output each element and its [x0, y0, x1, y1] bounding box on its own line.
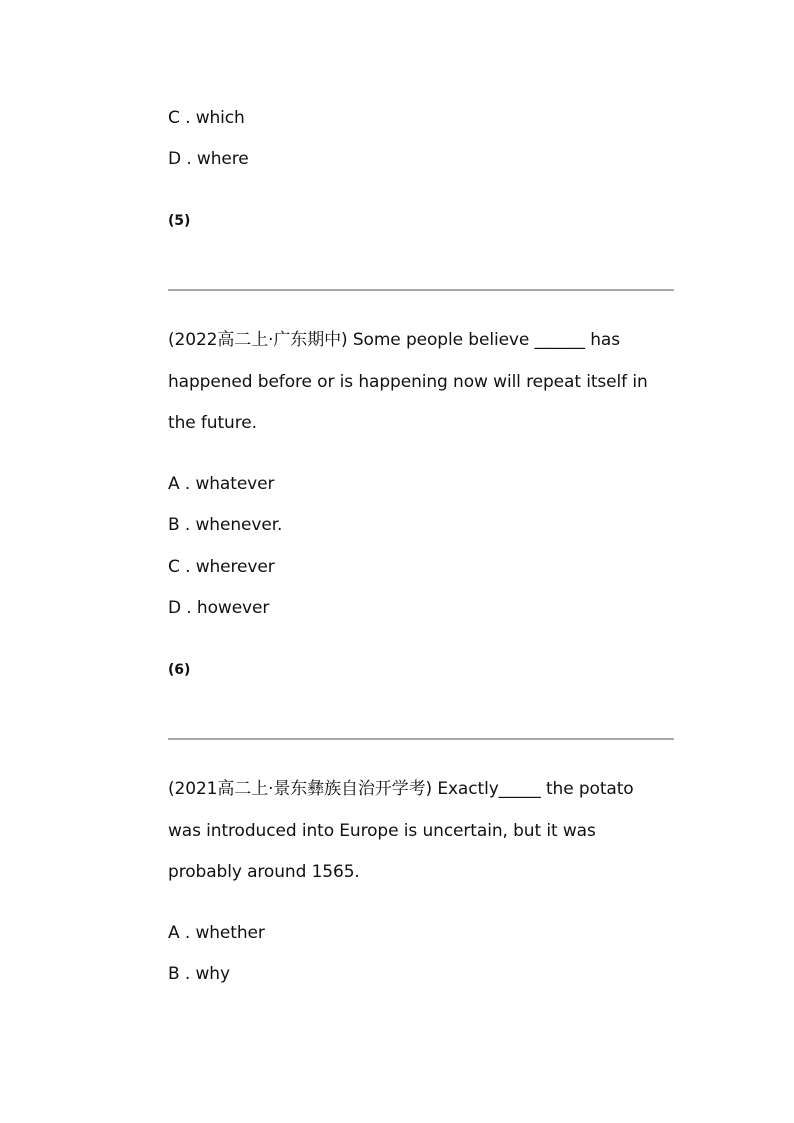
question-number: (5) [168, 213, 191, 229]
option-letter: D [168, 149, 181, 169]
option-a: A . whatever [168, 474, 275, 494]
option-text: which [195, 108, 245, 128]
option-d: D . where [168, 149, 249, 169]
option-letter: A [168, 923, 180, 943]
option-b: B . whenever. [168, 515, 283, 535]
divider-line [168, 289, 674, 291]
option-text: however [196, 598, 270, 618]
divider-line [168, 738, 674, 740]
option-b: B . why [168, 964, 230, 984]
question-stem-line: probably around 1565. [168, 862, 360, 882]
option-c: C . wherever [168, 557, 275, 577]
option-text: whatever [195, 474, 275, 494]
option-text: wherever [195, 557, 275, 577]
option-letter: B [168, 964, 180, 984]
option-text: whether [195, 923, 265, 943]
option-c: C . which [168, 108, 245, 128]
option-a: A . whether [168, 923, 265, 943]
option-d: D . however [168, 598, 270, 618]
option-letter: C [168, 557, 180, 577]
option-letter: B [168, 515, 180, 535]
option-text: whenever. [195, 515, 283, 535]
option-text: where [196, 149, 249, 169]
option-text: why [195, 964, 230, 984]
question-stem-line: (2021高二上·景东彝族自治开学考) Exactly_____ the potato [168, 779, 634, 799]
option-letter: D [168, 598, 181, 618]
option-letter: A [168, 474, 180, 494]
question-stem-line: (2022高二上·广东期中) Some people believe ______ has [168, 330, 621, 350]
question-stem-line: happened before or is happening now will repeat itself in [168, 372, 648, 392]
question-stem-line: was introduced into Europe is uncertain, but it was [168, 821, 596, 841]
option-letter: C [168, 108, 180, 128]
question-stem-line: the future. [168, 413, 257, 433]
question-number: (6) [168, 662, 191, 678]
